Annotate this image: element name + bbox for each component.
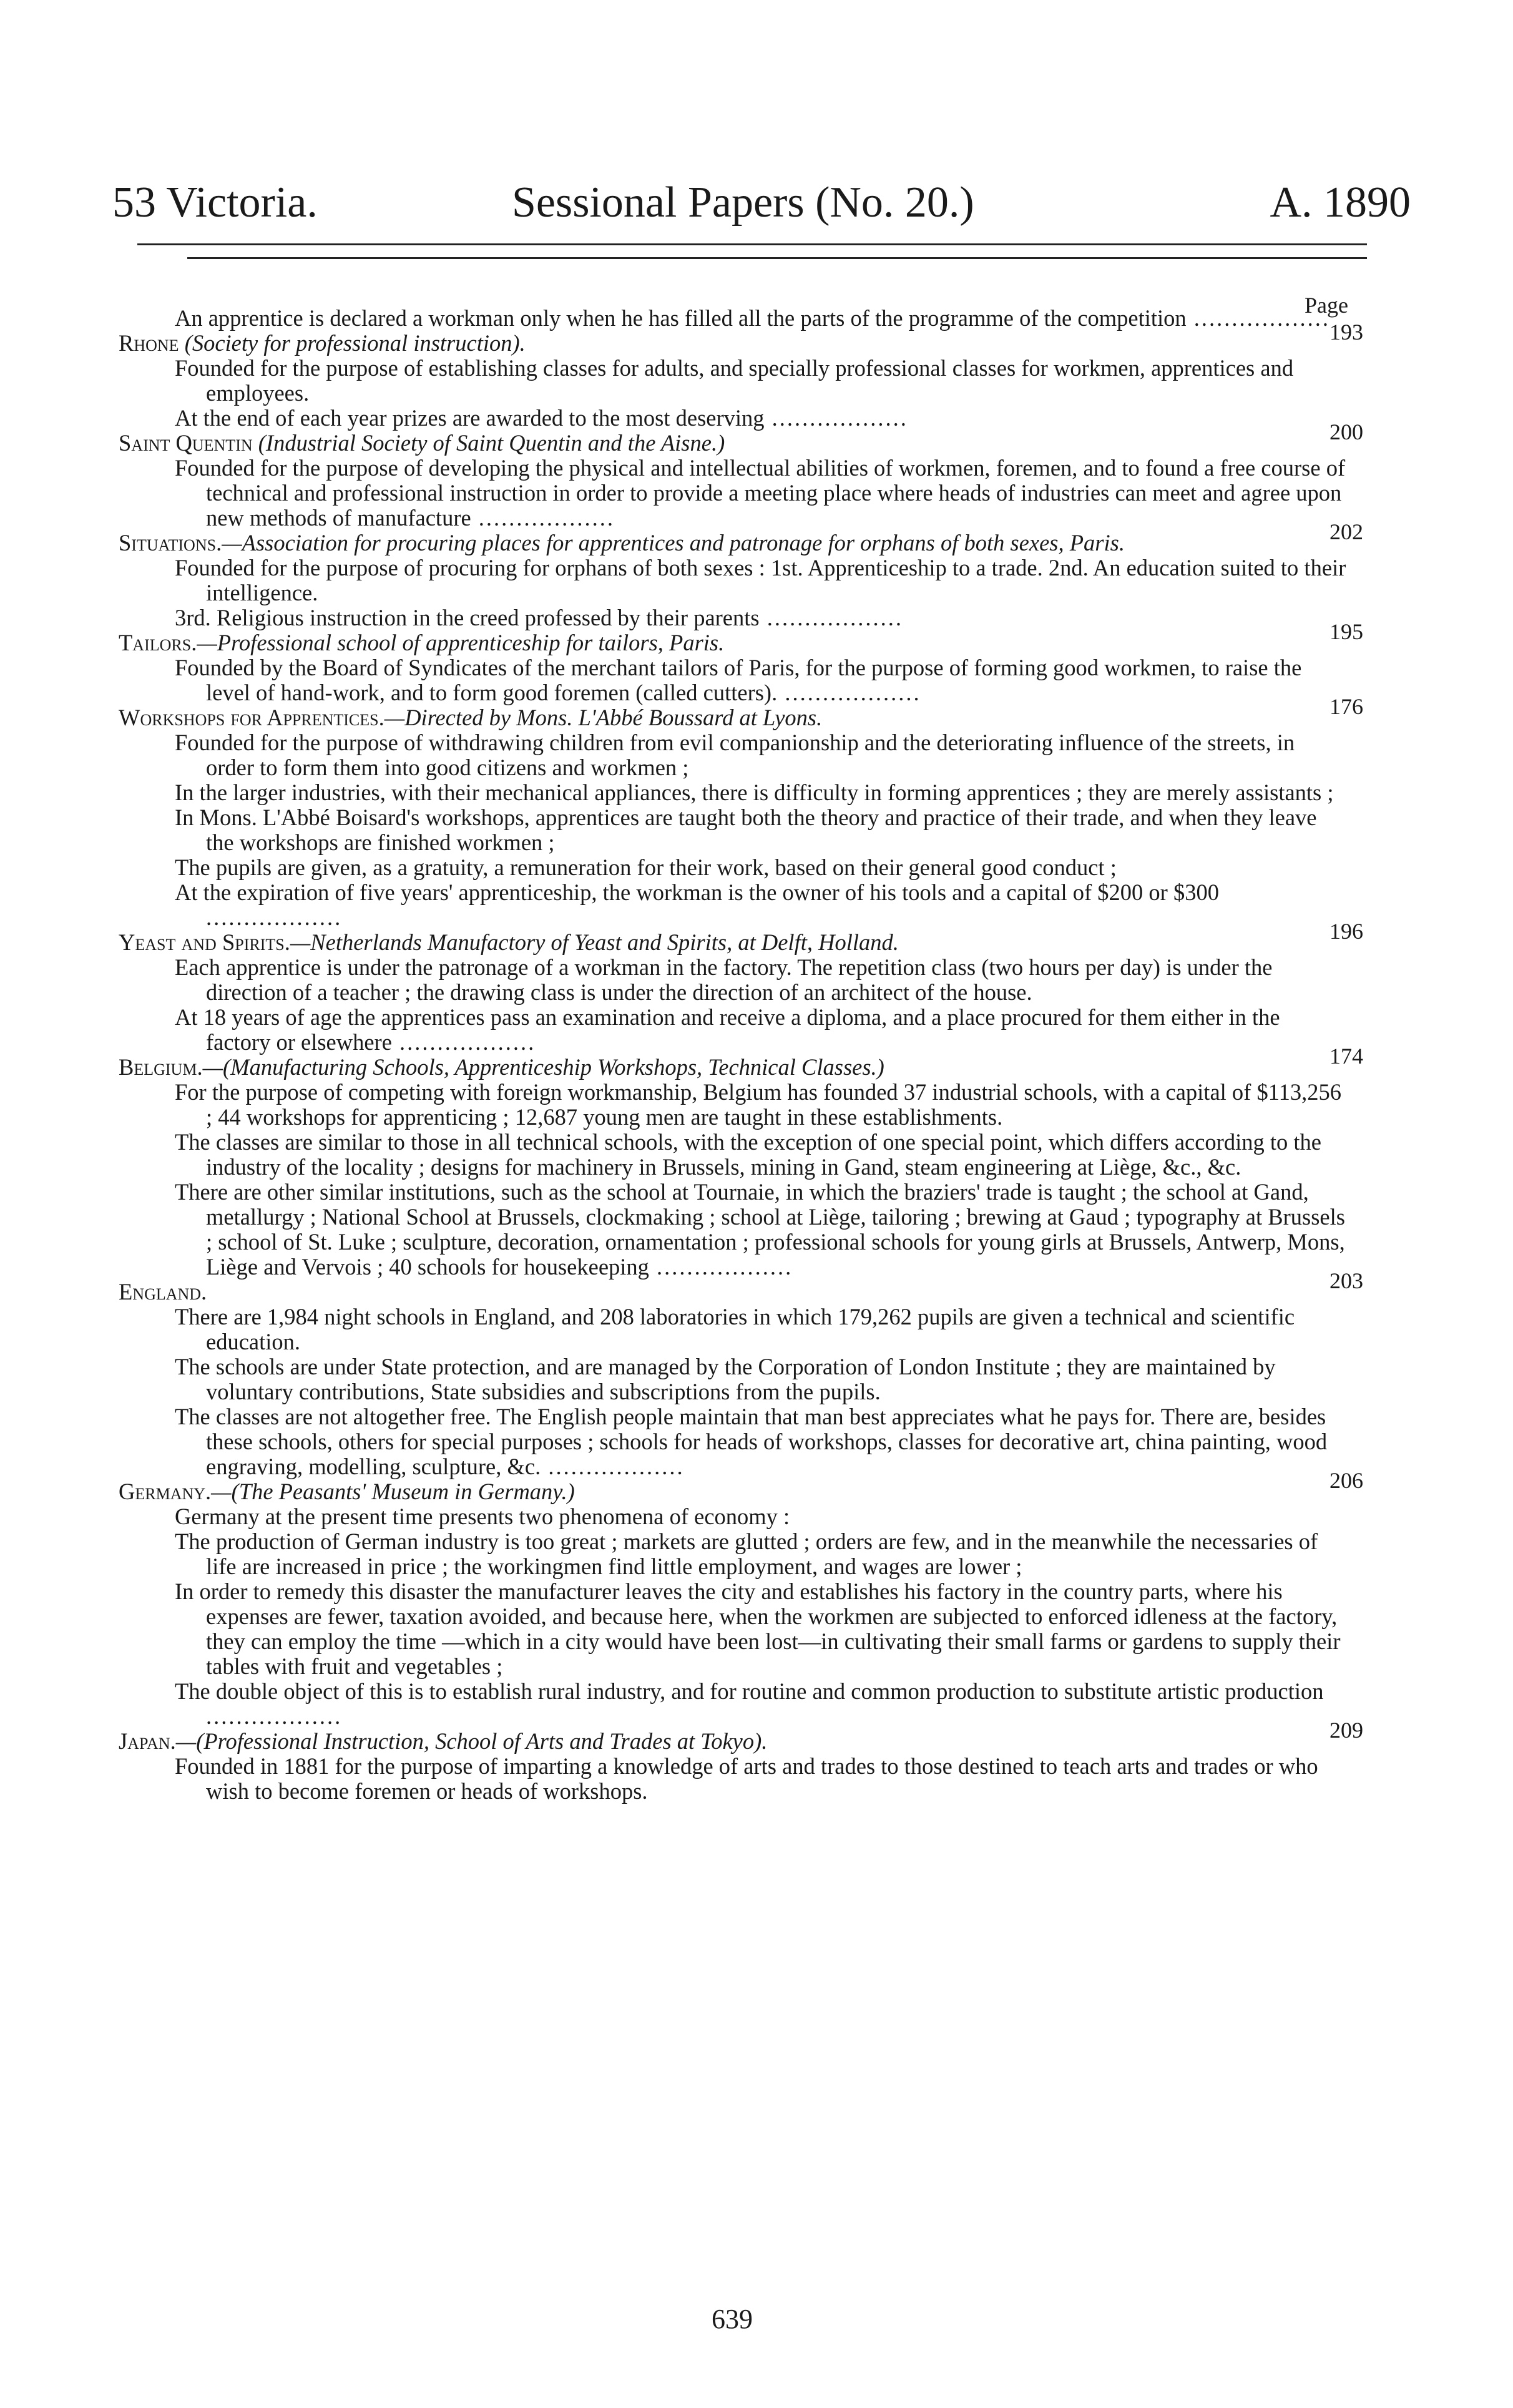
entry-paragraph [119, 1579, 1348, 1679]
leader-dots: .................. [206, 1703, 343, 1729]
page-reference: 200 [1329, 419, 1363, 444]
leader-dots: .................. [764, 405, 908, 431]
entry-subtitle: —(The Peasants' Museum in Germany.) [211, 1479, 575, 1504]
entry-paragraph [119, 1130, 1348, 1180]
header-session: 53 Victoria. [112, 179, 318, 227]
entry-title: England. [119, 1279, 207, 1304]
leader-dots: .................. [649, 1254, 793, 1280]
paragraph-text: At the end of each year prizes are awarded to the most deserving [175, 405, 765, 431]
entry-title: Japan. [119, 1728, 176, 1754]
entry-title: Tailors. [119, 630, 197, 655]
paragraph-text: Founded for the purpose of withdrawing children from evil companionship and the deteriorating influence of the streets, in order to form them into good citizens and workmen ; [175, 730, 1295, 780]
page-reference: 176 [1329, 694, 1363, 719]
leader-dots: .................. [777, 680, 921, 705]
entry-paragraph [119, 855, 1348, 880]
entry-title: Workshops for Apprentices. [119, 705, 384, 730]
paragraph-text: The pupils are given, as a gratuity, a remuneration for their work, based on their general good conduct ; [175, 854, 1117, 880]
entry-title: Yeast and Spirits. [119, 929, 290, 955]
page-reference: 209 [1329, 1718, 1363, 1743]
index-body [119, 306, 1429, 1804]
entry-heading [119, 331, 1348, 356]
page-reference: 196 [1329, 919, 1363, 944]
entry-heading [119, 1479, 1348, 1504]
entry-heading [119, 1280, 1348, 1304]
paragraph-text: Founded for the purpose of developing the physical and intellectual abilities of workmen, foremen, and to found a free course of technical and professional instruction in order to provide a meeting place where heads of industries can meet and agree upon new methods of manufacture [175, 455, 1346, 531]
header-year: A. 1890 [1270, 179, 1411, 227]
entry-heading [119, 1055, 1348, 1080]
leader-dots: .................. [206, 904, 343, 930]
paragraph-text: The schools are under State protection, and are managed by the Corporation of London Institute ; they are maintained by voluntary contributions, State subsidies and subscriptions from the pupils. [175, 1354, 1276, 1404]
paragraph-text: For the purpose of competing with foreign workmanship, Belgium has founded 37 industrial schools, with a capital of $113,256 ; 44 workshops for apprenticing ; 12,687 young men are taught in these establishments. [175, 1079, 1341, 1130]
page-reference: 195 [1329, 619, 1363, 644]
leader-dots: .................. [391, 1029, 536, 1055]
entry-paragraph [119, 1754, 1348, 1804]
entry-heading [119, 431, 1348, 456]
paragraph-text: In order to remedy this disaster the manufacturer leaves the city and establishes his factory in the country parts, where his expenses are fewer, taxation avoided, and because here, when the workmen are subjected to enforced idleness at the factory, they can employ the time —which in a city would have been lost—in cultivating their small farms or gardens to supply their tables with fruit and vegetables ; [175, 1578, 1341, 1679]
entry-title: Saint Quentin [119, 430, 253, 456]
entry-title: Belgium. [119, 1054, 203, 1080]
page-reference: 193 [1329, 320, 1363, 345]
entry-subtitle: —Professional school of apprenticeship for tailors, Paris. [197, 630, 725, 655]
paragraph-text: 3rd. Religious instruction in the creed professed by their parents [175, 605, 760, 630]
header-rule-bottom [187, 257, 1367, 259]
entry-heading [119, 630, 1348, 655]
entry-subtitle: (Industrial Society of Saint Quentin and the Aisne.) [252, 430, 725, 456]
entry-subtitle: —(Manufacturing Schools, Apprenticeship Workshops, Technical Classes.) [202, 1054, 884, 1080]
entry-paragraph [119, 805, 1348, 855]
paragraph-text: The classes are similar to those in all technical schools, with the exception of one special point, which differs according to the industry of the locality ; designs for machinery in Brussels, mining in Gand, steam engineering at Liège, &c., &c. [175, 1129, 1321, 1180]
entry-heading [119, 705, 1348, 730]
page-reference: 202 [1329, 519, 1363, 544]
running-header [112, 169, 1411, 237]
page-column-label: Page [1305, 293, 1348, 318]
entry-subtitle: (Society for professional instruction). [179, 330, 526, 356]
entry-paragraph [119, 1080, 1348, 1130]
paragraph-text: In the larger industries, with their mechanical appliances, there is difficulty in forming apprentices ; they are merely assistants ; [175, 780, 1334, 805]
entry-paragraph [119, 1304, 1348, 1354]
entry-paragraph [119, 356, 1348, 406]
paragraph-text: There are 1,984 night schools in England, and 208 laboratories in which 179,262 pupils are given a technical and scientific education. [175, 1304, 1295, 1354]
page-reference: 206 [1329, 1468, 1363, 1493]
entry-heading [119, 1729, 1348, 1754]
header-title: Sessional Papers (No. 20.) [512, 179, 974, 227]
paragraph-text: At the expiration of five years' apprenticeship, the workman is the owner of his tools and a capital of $200 or $300 [175, 879, 1219, 905]
paragraph-text: At 18 years of age the apprentices pass an examination and receive a diploma, and a place procured for them either in the factory or elsewhere [175, 1004, 1280, 1055]
paragraph-text: Germany at the present time presents two phenomena of economy : [175, 1504, 790, 1529]
entry-title: Rhone [119, 330, 179, 356]
index-entry [119, 1729, 1429, 1804]
entry-heading [119, 531, 1348, 556]
header-rule-top [137, 243, 1367, 245]
paragraph-text: Founded in 1881 for the purpose of imparting a knowledge of arts and trades to those destined to teach arts and trades or who wish to become foremen or heads of workshops. [175, 1753, 1318, 1804]
page-number: 639 [712, 2304, 753, 2334]
entry-title: Situations. [119, 530, 222, 556]
paragraph-text: The classes are not altogether free. The English people maintain that man best appreciates what he pays for. There are, besides these schools, others for special purposes ; schools for heads of workshops, classes for decorative art, china painting, wood engraving, modelling, sculpture, &c. [175, 1404, 1328, 1479]
page-reference: 174 [1329, 1044, 1363, 1069]
paragraph-text: Founded by the Board of Syndicates of the merchant tailors of Paris, for the purpose of forming good workmen, to raise the level of hand-work, and to form good foremen (called cutters). [175, 655, 1302, 705]
paragraph-text: In Mons. L'Abbé Boisard's workshops, apprentices are taught both the theory and practice of their trade, and when they leave the workshops are finished workmen ; [175, 805, 1317, 855]
paragraph-text: There are other similar institutions, such as the school at Tournaie, in which the braziers' trade is taught ; the school at Gand, metallurgy ; National School at Brussels, clockmaking ; school at Liège, tailoring ; brewing at Gaud ; typography at Brussels ; school of St. Luke ; sculpture, decoration, ornamentation ; professional schools for young girls at Brussels, Antwerp, Mons, Liège and Vervois ; 40 schools for housekeeping [175, 1179, 1345, 1280]
entry-paragraph [119, 730, 1348, 780]
entry-paragraph [119, 955, 1348, 1005]
paragraph-text: Founded for the purpose of establishing classes for adults, and specially professional classes for workmen, apprentices and employees. [175, 355, 1294, 406]
entry-heading [119, 930, 1348, 955]
entry-subtitle: —Association for procuring places for apprentices and patronage for orphans of both sexes, Paris. [222, 530, 1125, 556]
entry-subtitle: —Directed by Mons. L'Abbé Boussard at Lyons. [384, 705, 823, 730]
paragraph-text: The double object of this is to establish rural industry, and for routine and common production to substitute artistic production [175, 1678, 1324, 1704]
entry-paragraph [119, 1529, 1348, 1579]
entry-paragraph [119, 780, 1348, 805]
entry-title: Germany. [119, 1479, 212, 1504]
entry-paragraph [119, 1504, 1348, 1529]
leader-dots: .................. [759, 605, 903, 630]
paragraph-text: An apprentice is declared a workman only when he has filled all the parts of the programme of the competition [175, 305, 1187, 331]
entry-subtitle: —(Professional Instruction, School of Arts and Trades at Tokyo). [175, 1728, 768, 1754]
paragraph-text: Each apprentice is under the patronage of a workman in the factory. The repetition class (two hours per day) is under the direction of a teacher ; the drawing class is under the direction of an architect of the house. [175, 954, 1273, 1005]
entry-subtitle: —Netherlands Manufactory of Yeast and Spirits, at Delft, Holland. [290, 929, 899, 955]
leader-dots: .................. [541, 1454, 685, 1479]
leader-dots: .................. [471, 505, 615, 531]
paragraph-text: The production of German industry is too great ; markets are glutted ; orders are few, and in the meanwhile the necessaries of life are increased in price ; the workingmen find little employment, and wages are lower ; [175, 1529, 1318, 1579]
page-reference: 203 [1329, 1268, 1363, 1293]
entry-paragraph [119, 1354, 1348, 1404]
paragraph-text: Founded for the purpose of procuring for orphans of both sexes : 1st. Apprenticeship to a trade. 2nd. An education suited to their intelligence. [175, 555, 1346, 605]
entry-paragraph [119, 556, 1348, 605]
leader-dots: .................. [1186, 305, 1331, 331]
